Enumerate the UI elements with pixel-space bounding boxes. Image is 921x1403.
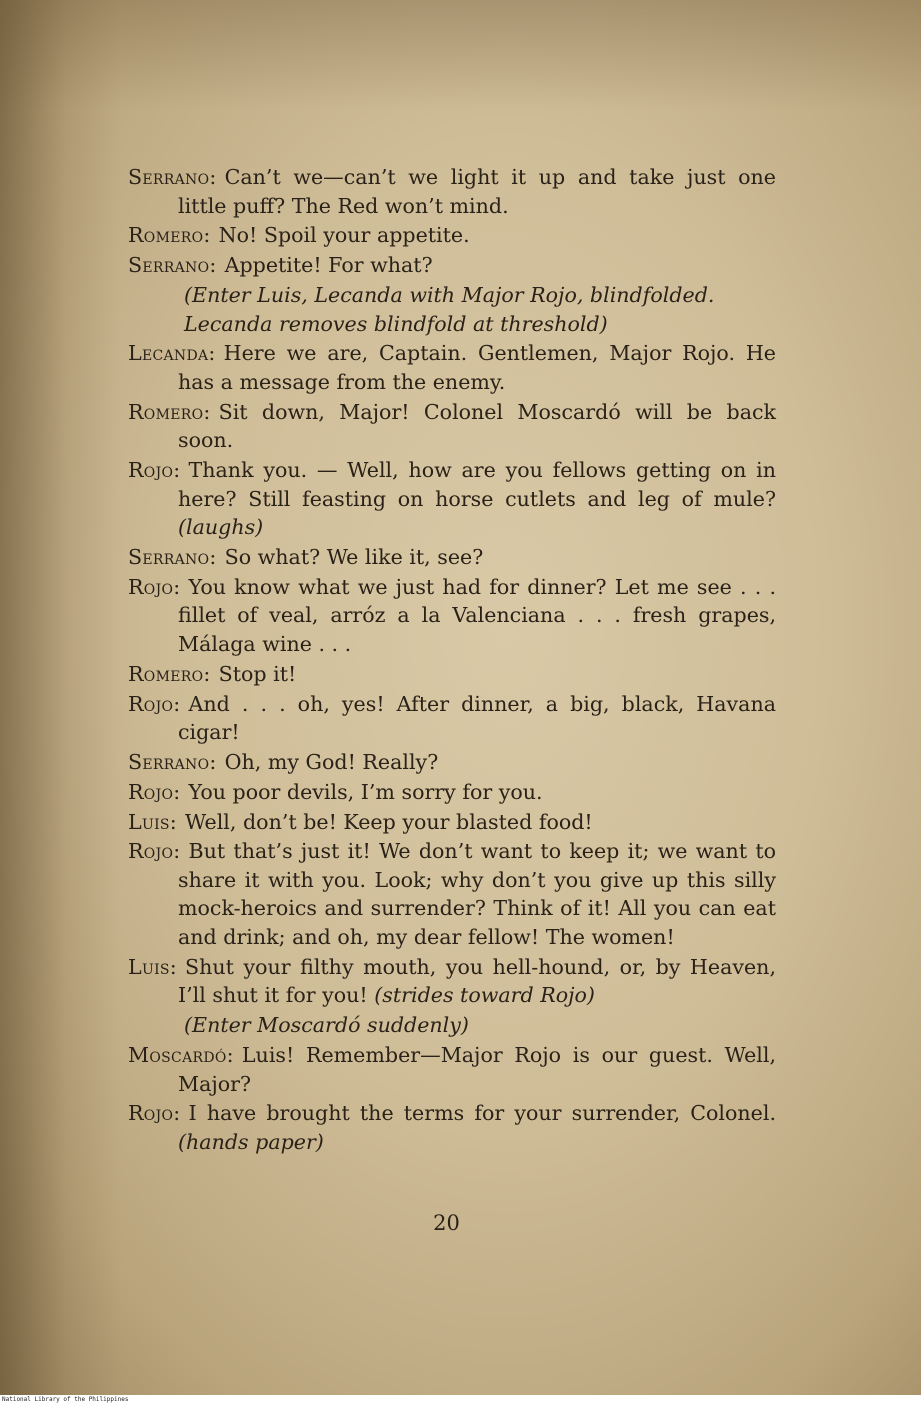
speech-line [128,808,776,837]
speech-text: You know what we just had for dinner? Let me see . . . fillet of veal, arróz a la Valenciana . . . fresh grapes, Málaga wine . . . [178,574,776,656]
speech-line [128,163,776,220]
speech-text: Well, don’t be! Keep your blasted food! [185,809,593,834]
speech-text: Appetite! For what? [224,253,433,278]
speech-text: Shut your filthy mouth, you hell-hound, or, by Heaven, I’ll shut it for you! [178,954,776,1008]
stage-direction: (Enter Luis, Lecanda with Major Rojo, blindfolded. Lecanda removes blindfold at threshold) [184,282,715,336]
speech-line [128,221,776,250]
speech-text: So what? We like it, see? [224,545,484,570]
speech-line [128,837,776,951]
page-number: 20 [433,1211,460,1235]
inline-stage-direction: (laughs) [178,515,264,540]
speaker-name: Rojo : [128,780,189,804]
speaker-name: Rojo : [128,1101,189,1125]
speech-line [128,456,776,542]
speaker-name: Serrano : [128,253,225,277]
speech-line [128,1099,776,1156]
stage-direction: (Enter Moscardó suddenly) [184,1013,469,1038]
speaker-name: Rojo : [128,839,189,863]
speech-line [128,778,776,807]
speech-line [128,573,776,659]
library-credit: National Library of the Philippines [2,1396,129,1403]
speaker-name: Rojo : [128,458,189,482]
speech-text: I have brought the terms for your surrender, Colonel. [188,1101,776,1126]
speech-text: Can’t we—can’t we light it up and take just one little puff? The Red won’t mind. [178,165,776,218]
speech-text: You poor devils, I’m sorry for you. [188,779,543,804]
speech-line [128,398,776,455]
inline-stage-direction: (strides toward Rojo) [374,983,595,1008]
speech-line [128,251,776,280]
speaker-name: Rojo : [128,692,189,716]
speech-line [128,339,776,396]
speaker-name: Rojo : [128,575,189,599]
speech-text: But that’s just it! We don’t want to keep it; we want to share it with you. Look; why don’t you give up this silly mock-heroics and surrender? Think of it! All you can eat and drink; and oh, my dear fellow! The women! [178,839,776,950]
play-script [128,163,776,1158]
speaker-name: Lecanda : [128,341,224,365]
speech-text: And . . . oh, yes! After dinner, a big, black, Havana cigar! [178,691,776,745]
speaker-name: Romero : [128,400,219,424]
speech-text: Here we are, Captain. Gentlemen, Major Rojo. He has a message from the enemy. [178,341,776,394]
speaker-name: Moscardó : [128,1043,242,1067]
speech-text: Luis! Remember—Major Rojo is our guest. Well, Major? [178,1043,776,1096]
speech-text: Oh, my God! Really? [224,749,439,774]
speaker-name: Luis : [128,810,185,834]
speech-line [128,748,776,777]
speech-text: Thank you. — Well, how are you fellows getting on in here? Still feasting on horse cutlets and leg of mule? [178,458,776,511]
speech-text: Stop it! [218,661,297,686]
speaker-name: Luis : [128,955,185,979]
speech-text: No! Spoil your appetite. [218,223,470,248]
inline-stage-direction: (hands paper) [178,1129,324,1154]
speaker-name: Romero : [128,223,219,247]
speaker-name: Serrano : [128,750,225,774]
speech-line [128,660,776,689]
speaker-name: Serrano : [128,545,225,569]
speech-text: Sit down, Major! Colonel Moscardó will be back soon. [178,399,776,453]
speaker-name: Romero : [128,662,219,686]
speech-line [128,1041,776,1098]
speech-line [128,543,776,572]
speech-line [128,953,776,1010]
speaker-name: Serrano : [128,165,225,189]
scan-footer [0,1395,921,1403]
speech-line [128,690,776,747]
